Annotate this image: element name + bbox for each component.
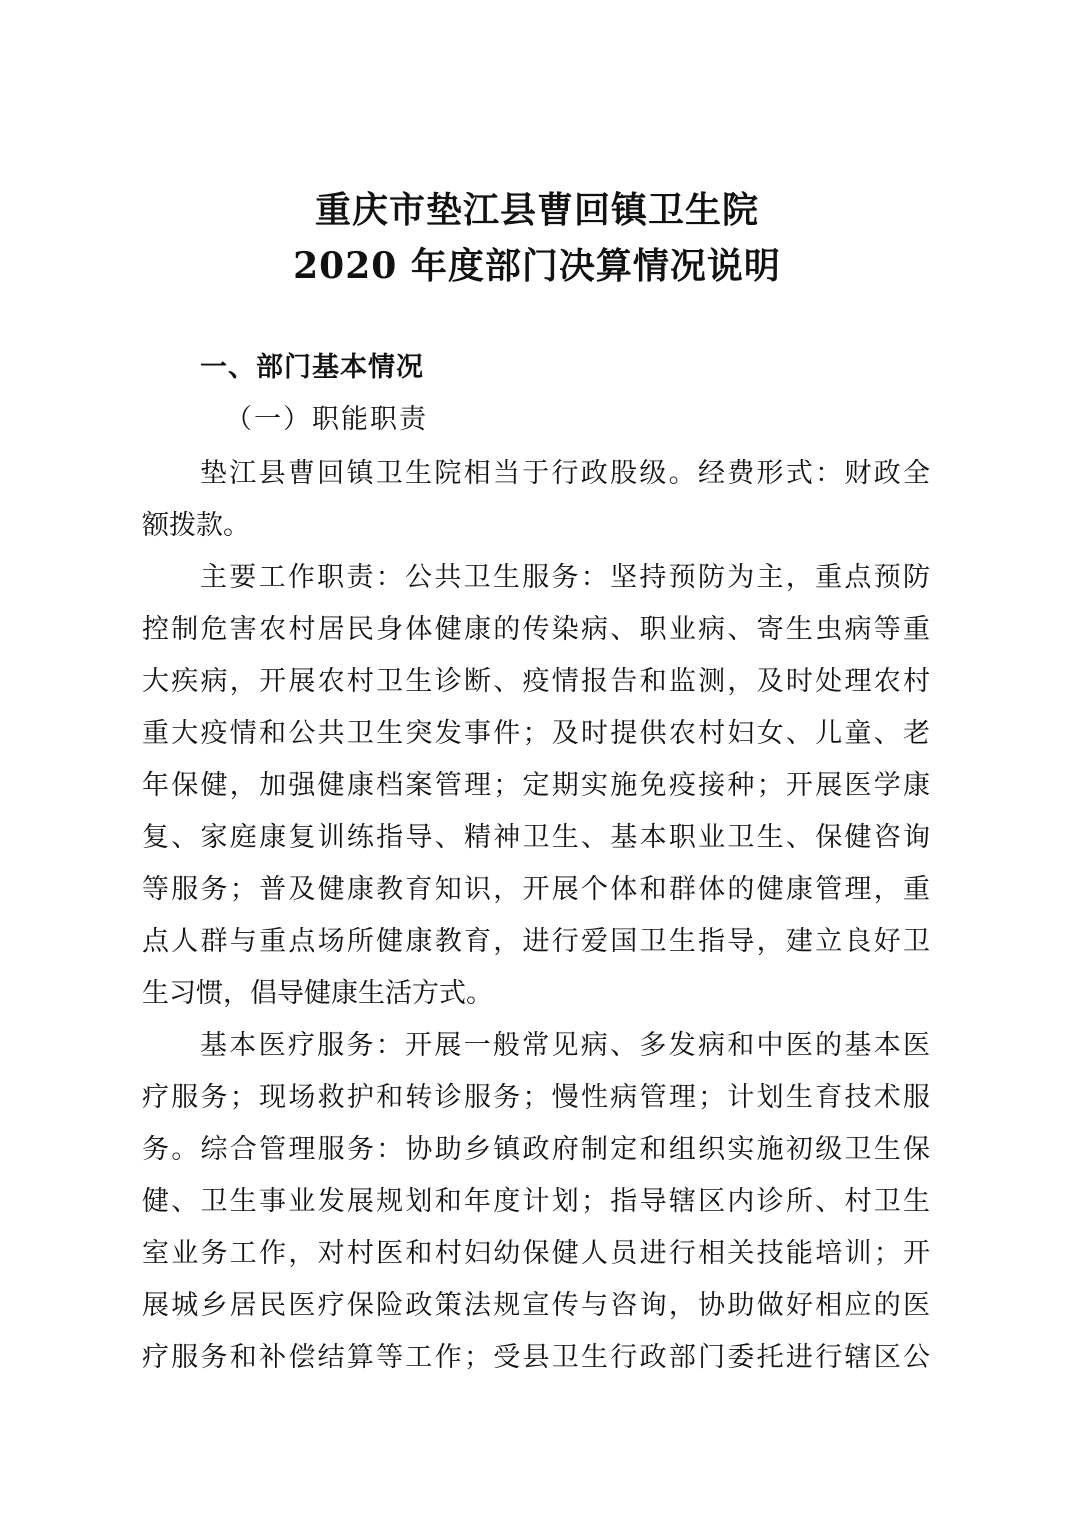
paragraph-line: 主要工作职责：公共卫生服务：坚持预防为主，重点预防 <box>200 562 930 593</box>
paragraph-line: 重大疫情和公共卫生突发事件；及时提供农村妇女、儿童、老 <box>142 718 930 749</box>
subsection-heading: （一）职能职责 <box>225 404 428 435</box>
paragraph-line: 额拨款。 <box>142 510 250 541</box>
paragraph-line: 室业务工作，对村医和村妇幼保健人员进行相关技能培训；开 <box>142 1238 930 1269</box>
paragraph-line: 展城乡居民医疗保险政策法规宣传与咨询，协助做好相应的医 <box>142 1290 930 1321</box>
paragraph-line: 疗服务；现场救护和转诊服务；慢性病管理；计划生育技术服 <box>142 1082 930 1113</box>
paragraph-line: 大疾病，开展农村卫生诊断、疫情报告和监测，及时处理农村 <box>142 666 930 697</box>
paragraph-line: 垫江县曹回镇卫生院相当于行政股级。经费形式：财政全 <box>200 458 930 489</box>
document-title-line-2: 2020 年度部门决算情况说明 <box>293 245 781 287</box>
paragraph-line: 生习惯，倡导健康生活方式。 <box>142 978 493 1009</box>
paragraph-line: 疗服务和补偿结算等工作；受县卫生行政部门委托进行辖区公 <box>142 1342 930 1373</box>
paragraph-line: 控制危害农村居民身体健康的传染病、职业病、寄生虫病等重 <box>142 614 930 645</box>
paragraph-line: 基本医疗服务：开展一般常见病、多发病和中医的基本医 <box>200 1030 930 1061</box>
paragraph-line: 年保健，加强健康档案管理；定期实施免疫接种；开展医学康 <box>142 770 930 801</box>
paragraph-line: 复、家庭康复训练指导、精神卫生、基本职业卫生、保健咨询 <box>142 822 930 853</box>
paragraph-line: 点人群与重点场所健康教育，进行爱国卫生指导，建立良好卫 <box>142 926 930 957</box>
paragraph-line: 健、卫生事业发展规划和年度计划；指导辖区内诊所、村卫生 <box>142 1186 930 1217</box>
paragraph-line: 务。综合管理服务：协助乡镇政府制定和组织实施初级卫生保 <box>142 1134 930 1165</box>
document-title-line-1: 重庆市垫江县曹回镇卫生院 <box>314 189 759 231</box>
paragraph-line: 等服务；普及健康教育知识，开展个体和群体的健康管理，重 <box>142 874 930 905</box>
section-heading: 一、部门基本情况 <box>200 352 424 383</box>
